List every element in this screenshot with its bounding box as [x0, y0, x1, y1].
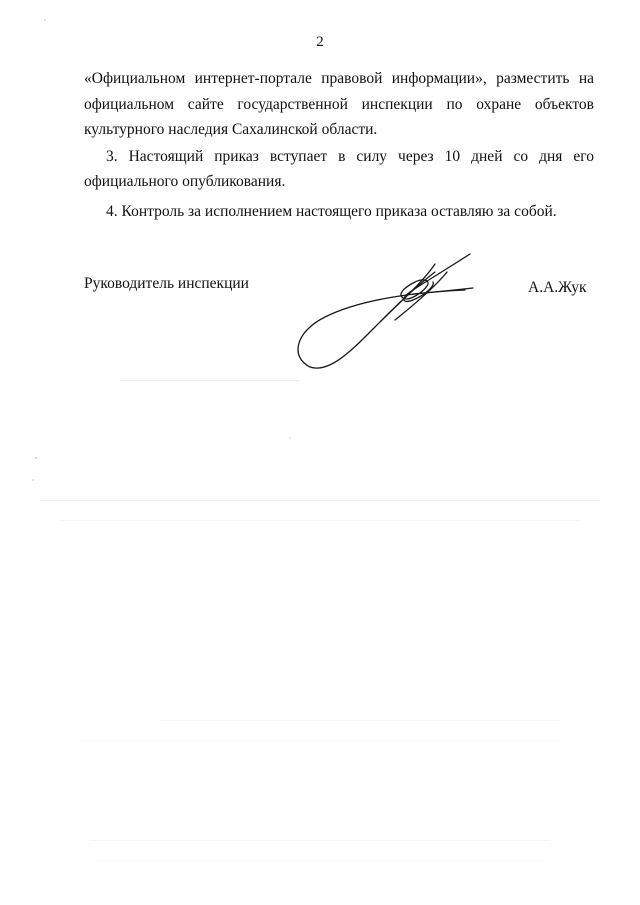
paragraph-line: 3. Настоящий приказ вступает в силу через 10 дней со дня его — [106, 148, 594, 165]
signatory-role: Руководитель инспекции — [84, 275, 249, 292]
paragraph-line: культурного наследия Сахалинской области. — [84, 121, 378, 138]
handwritten-signature — [285, 242, 485, 377]
paragraph-line: официального опубликования. — [84, 173, 286, 190]
paragraph-line: «Официальном интернет-портале правовой информации», разместить на — [84, 70, 594, 87]
signatory-name: А.А.Жук — [528, 279, 587, 296]
paragraph-line: 4. Контроль за исполнением настоящего приказа оставляю за собой. — [106, 203, 557, 220]
paragraph-line: официальном сайте государственной инспекции по охране объектов — [84, 96, 594, 113]
page-number: 2 — [316, 34, 324, 50]
